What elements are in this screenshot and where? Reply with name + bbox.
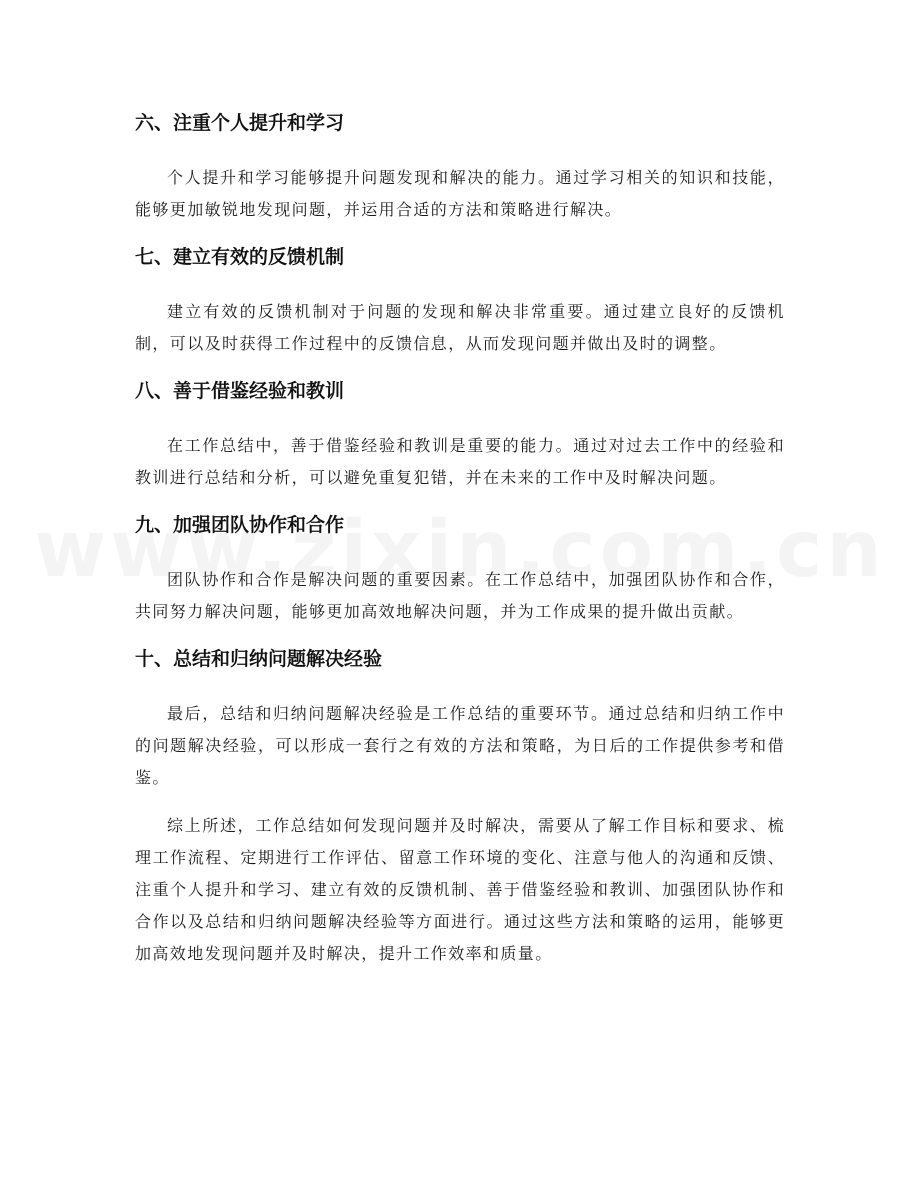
section-10	[135, 644, 785, 794]
section-heading: 六、注重个人提升和学习	[135, 112, 345, 134]
section-paragraph: 建立有效的反馈机制对于问题的发现和解决非常重要。通过建立良好的反馈机制，可以及时获得工作过程中的反馈信息，从而发现问题并做出及时的调整。	[135, 302, 785, 353]
section-heading: 十、总结和归纳问题解决经验	[135, 648, 383, 670]
conclusion-paragraph: 综上所述，工作总结如何发现问题并及时解决，需要从了解工作目标和要求、梳理工作流程、定期进行工作评估、留意工作环境的变化、注意与他人的沟通和反馈、注重个人提升和学习、建立有效的反馈机制、善于借鉴经验和教训、加强团队协作和合作以及总结和归纳问题解决经验等方面进行。通过这些方法和策略的运用，能够更加高效地发现问题并及时解决，提升工作效率和质量。	[135, 816, 785, 963]
section-paragraph: 在工作总结中，善于借鉴经验和教训是重要的能力。通过对过去工作中的经验和教训进行总结和分析，可以避免重复犯错，并在未来的工作中及时解决问题。	[135, 436, 785, 487]
section-paragraph: 最后，总结和归纳问题解决经验是工作总结的重要环节。通过总结和归纳工作中的问题解决经验，可以形成一套行之有效的方法和策略，为日后的工作提供参考和借鉴。	[135, 704, 785, 787]
section-paragraph: 团队协作和合作是解决问题的重要因素。在工作总结中，加强团队协作和合作，共同努力解决问题，能够更加高效地解决问题，并为工作成果的提升做出贡献。	[135, 570, 785, 621]
section-heading: 七、建立有效的反馈机制	[135, 246, 345, 268]
section-heading: 八、善于借鉴经验和教训	[135, 380, 345, 402]
section-heading: 九、加强团队协作和合作	[135, 514, 345, 536]
section-9	[135, 510, 785, 628]
section-8	[135, 376, 785, 494]
section-paragraph: 个人提升和学习能够提升问题发现和解决的能力。通过学习相关的知识和技能，能够更加敏锐地发现问题，并运用合适的方法和策略进行解决。	[135, 168, 785, 219]
section-7	[135, 242, 785, 360]
section-6	[135, 108, 785, 226]
